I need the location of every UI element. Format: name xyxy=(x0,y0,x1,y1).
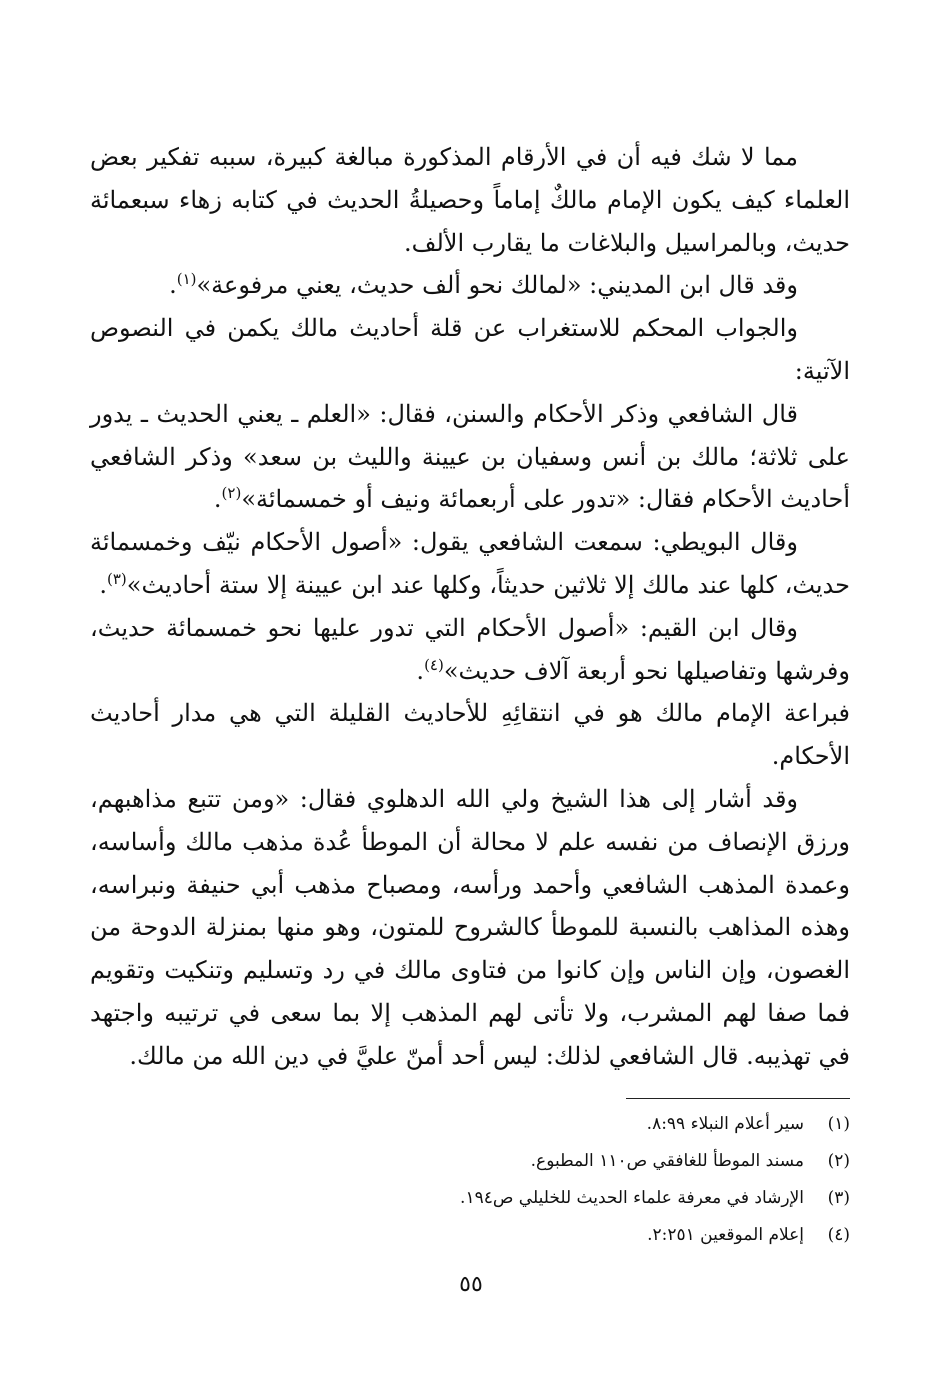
footnote-ref-3: (٣) xyxy=(107,569,127,588)
page-number: ٥٥ xyxy=(459,1272,483,1297)
paragraph-2: وقد قال ابن المديني: «لمالك نحو ألف حديث، يعني مرفوعة»$^{(١)}$. xyxy=(169,270,798,300)
footnote-number: (٤) xyxy=(827,1225,850,1245)
paragraph-8: وقد أشار إلى هذا الشيخ ولي الله الدهلوي فقال: «ومن تتبع مذاهبهم، ورزق الإنصاف من نفسه علم لا محالة أن الموطأ عُدة مذهب مالك وأساسه، وعمدة المذهب الشافعي وأحمد ورأسه، ومصباح مذهب أبي حنيفة ونبراسه، وهذه المذاهب بالنسبة للموطأ كالشروح للمتون، وهو منها بمنزلة الدوحة من الغصون، وإن الناس وإن كانوا من فتاوى مالك في رد وتسليم وتنكيت وتقويم فما صفا لهم المشرب، ولا تأتى لهم المذهب إلا بما سعى في ترتيبه واجتهد في تهذيبه. قال الشافعي لذلك: ليس أحد أمنّ عليَّ في دين الله من مالك. xyxy=(90,784,850,1070)
footnote-number: (٢) xyxy=(827,1151,850,1171)
footnote-text: سير أعلام النبلاء ٨:٩٩. xyxy=(646,1114,804,1134)
footnote-text: الإرشاد في معرفة علماء الحديث للخليلي ص١٩٤. xyxy=(460,1188,804,1208)
footnote-4 xyxy=(90,1217,850,1254)
paragraph-5: وقال البويطي: سمعت الشافعي يقول: «أصول الأحكام نيّف وخمسمائة حديث، كلها عند مالك إلا ثلاثين حديثاً، وكلها عند ابن عيينة إلا ستة أحاديث»$^{(٣)}$. xyxy=(90,528,850,599)
footnote-3 xyxy=(90,1180,850,1217)
footnote-text: مسند الموطأ للغافقي ص١١٠ المطبوع. xyxy=(530,1151,804,1171)
footnotes xyxy=(90,1106,850,1254)
main-text xyxy=(90,136,850,1078)
footnote-2 xyxy=(90,1143,850,1180)
footnote-ref-1: (١) xyxy=(176,270,197,289)
footnote-ref-4: (٤) xyxy=(424,655,444,674)
footnote-ref-2: (٢) xyxy=(221,484,242,503)
paragraph-6: وقال ابن القيم: «أصول الأحكام التي تدور عليها نحو خمسمائة حديث، وفرشها وتفاصيلها نحو أربعة آلاف حديث»$^{(٤)}$. xyxy=(90,613,850,685)
footnote-separator xyxy=(626,1098,850,1099)
footnote-1 xyxy=(90,1106,850,1143)
paragraph-4: قال الشافعي وذكر الأحكام والسنن، فقال: «العلم ـ يعني الحديث ـ يدور على ثلاثة؛ مالك بن أنس وسفيان بن عيينة والليث بن سعد» وذكر الشافعي أحاديث الأحكام فقال: «تدور على أربعمائة ونيف أو خمسمائة»$^{(٢)}$. xyxy=(90,399,850,514)
footnote-number: (٣) xyxy=(827,1188,850,1208)
paragraph-7: فبراعة الإمام مالك هو في انتقائِهِ للأحاديث القليلة التي هي مدار أحاديث الأحكام. xyxy=(90,699,850,771)
paragraph-3: والجواب المحكم للاستغراب عن قلة أحاديث مالك يكمن في النصوص الآتية: xyxy=(90,314,850,385)
footnote-text: إعلام الموقعين ٢:٢٥١. xyxy=(647,1225,804,1245)
paragraph-1: مما لا شك فيه أن في الأرقام المذكورة مبالغة كبيرة، سببه تفكير بعض العلماء كيف يكون الإمام مالكٌ إماماً وحصيلةُ الحديث في كتابه زهاء سبعمائة حديث، وبالمراسيل والبلاغات ما يقارب الألف. xyxy=(90,143,850,257)
footnote-number: (١) xyxy=(827,1114,850,1134)
